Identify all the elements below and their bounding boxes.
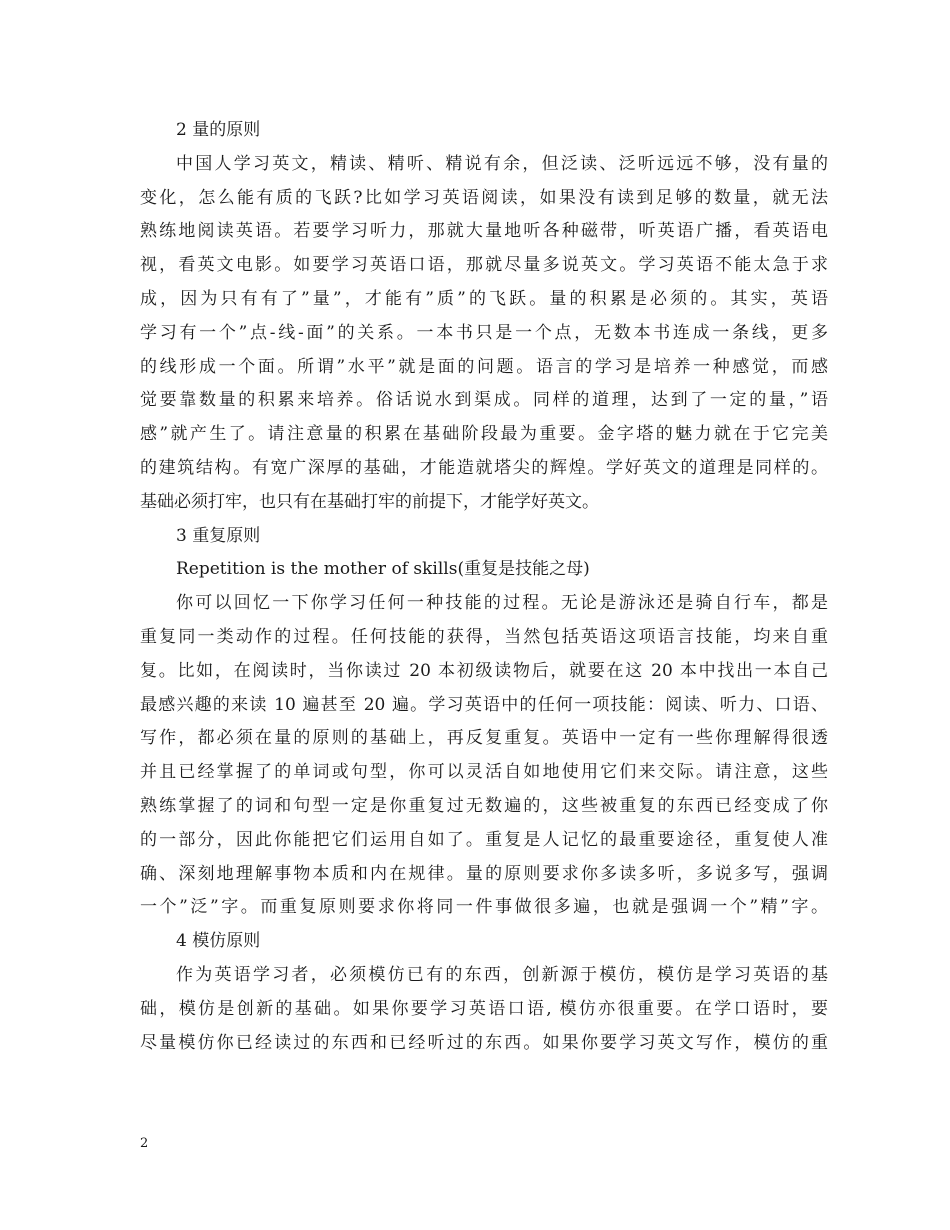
text-line: Repetition is the mother of skills(重复是技能之母) xyxy=(176,559,590,580)
text-line: 尽量模仿你已经读过的东西和已经听过的东西。如果你要学习英文写作，模仿的重 xyxy=(140,1032,828,1053)
document-body xyxy=(140,114,828,1060)
text-line: 感”就产生了。请注意量的积累在基础阶段最为重要。金字塔的魅力就在于它完美 xyxy=(140,424,828,445)
text-line: 视，看英文电影。如要学习英语口语，那就尽量多说英文。学习英语不能太急于求 xyxy=(140,255,828,276)
text-line: 础，模仿是创新的基础。如果你要学习英语口语, 模仿亦很重要。在学口语时，要 xyxy=(140,998,828,1019)
text-line: 作为英语学习者，必须模仿已有的东西，创新源于模仿，模仿是学习英语的基 xyxy=(176,964,828,985)
section-heading: 3 重复原则 xyxy=(176,525,261,546)
text-line: 中国人学习英文，精读、精听、精说有余，但泛读、泛听远远不够，没有量的 xyxy=(176,153,828,174)
section-heading: 4 模仿原则 xyxy=(176,931,261,952)
text-line: 并且已经掌握了的单词或句型，你可以灵活自如地使用它们来交际。请注意，这些 xyxy=(140,762,828,783)
text-line: 熟练掌握了的词和句型一定是你重复过无数遍的，这些被重复的东西已经变成了你 xyxy=(140,795,828,816)
section-heading: 2 量的原则 xyxy=(176,120,261,140)
text-line: 的一部分，因此你能把它们运用自如了。重复是人记忆的最重要途径，重复使人准 xyxy=(140,829,828,850)
page-number: 2 xyxy=(140,1136,149,1151)
text-line: 的建筑结构。有宽广深厚的基础，才能造就塔尖的辉煌。学好英文的道理是同样的。 xyxy=(140,457,828,478)
text-line: 重复同一类动作的过程。任何技能的获得，当然包括英语这项语言技能，均来自重 xyxy=(140,626,828,647)
text-line: 一个”泛”字。而重复原则要求你将同一件事做很多遍，也就是强调一个”精”字。 xyxy=(140,897,828,918)
text-line: 复。比如，在阅读时，当你读过 20 本初级读物后，就要在这 20 本中找出一本自己 xyxy=(140,660,828,681)
text-line: 写作，都必须在量的原则的基础上，再反复重复。英语中一定有一些你理解得很透 xyxy=(140,728,828,749)
text-line: 觉要靠数量的积累来培养。俗话说水到渠成。同样的道理，达到了一定的量，”语 xyxy=(140,390,828,411)
text-line: 的线形成一个面。所谓”水平”就是面的问题。语言的学习是培养一种感觉，而感 xyxy=(140,356,828,377)
text-line: 熟练地阅读英语。若要学习听力，那就大量地听各种磁带，听英语广播，看英语电 xyxy=(140,221,828,242)
text-line: 你可以回忆一下你学习任何一种技能的过程。无论是游泳还是骑自行车，都是 xyxy=(176,593,828,614)
text-line: 最感兴趣的来读 10 遍甚至 20 遍。学习英语中的任何一项技能：阅读、听力、口语、 xyxy=(140,694,828,715)
text-line: 学习有一个”点-线-面”的关系。一本书只是一个点，无数本书连成一条线，更多 xyxy=(140,322,828,343)
text-line: 基础必须打牢，也只有在基础打牢的前提下，才能学好英文。 xyxy=(140,491,599,512)
text-line: 成，因为只有有了”量”，才能有”质”的飞跃。量的积累是必须的。其实，英语 xyxy=(140,288,828,309)
text-line: 变化，怎么能有质的飞跃?比如学习英语阅读，如果没有读到足够的数量，就无法 xyxy=(140,187,828,208)
text-line: 确、深刻地理解事物本质和内在规律。量的原则要求你多读多听，多说多写，强调 xyxy=(140,863,828,884)
